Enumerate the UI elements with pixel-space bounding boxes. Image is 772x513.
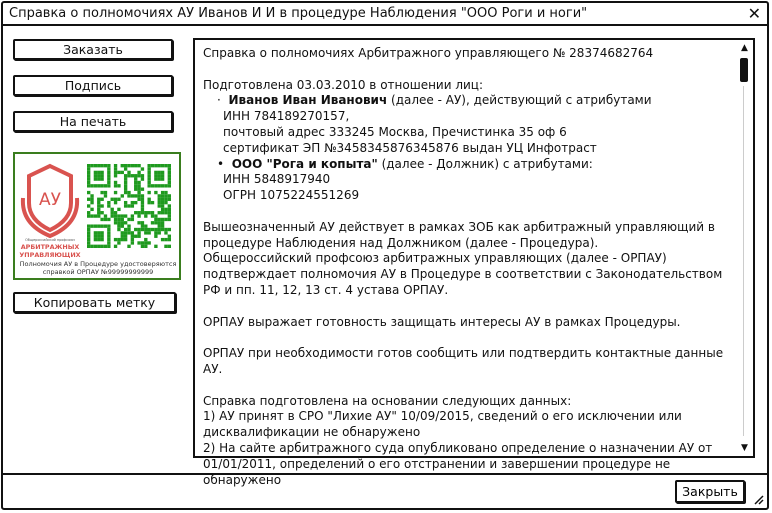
footer-bar <box>3 473 767 510</box>
basis-item-2: 2) На сайте арбитражного суда опубликовано определение о назначении АУ от 01/01/2011, определений о его отстранении и завершении процедуре не обнаружено <box>203 440 713 487</box>
paragraph-confirmation: Общероссийский профсоюз арбитражных управляющих (далее - ОРПАУ) подтверждает полномочия АУ в Процедуре в соответствии с Законодательством РФ и пп. 11, 12, 13 ст. 4 устава ОРПАУ. <box>203 251 723 297</box>
stamp-caption: Полномочия АУ в Процедуре удостоверяются справкой ОРПАУ №99999999999 <box>19 260 177 276</box>
copy-mark-button-label: Копировать метку <box>33 295 156 310</box>
resize-grip-icon[interactable] <box>752 493 764 505</box>
scroll-down-icon[interactable]: ▼ <box>741 443 748 453</box>
prepared-line: Подготовлена 03.03.2010 в отношении лиц: <box>203 77 484 92</box>
paragraph-basis: Справка подготовлена на основании следующих данных: <box>203 393 572 408</box>
paragraph-contacts: ОРПАУ при необходимости готов сообщить или подтвердить контактные данные АУ. <box>203 346 724 376</box>
debtor-bullet: • ООО "Рога и копыта" (далее - Должник) с атрибутами: <box>217 156 593 171</box>
close-button[interactable] <box>675 480 745 503</box>
print-button-label: На печать <box>59 114 127 129</box>
logo-line1: АРБИТРАЖНЫХ <box>20 243 80 251</box>
au-inn: ИНН 784189270157, <box>223 109 350 124</box>
sign-button[interactable] <box>13 75 173 96</box>
close-button-label: Закрыть <box>682 484 738 499</box>
print-button[interactable] <box>13 111 173 132</box>
debtor-name: ООО "Рога и копыта" <box>231 156 378 171</box>
vertical-scrollbar[interactable] <box>738 42 751 454</box>
document-text-area[interactable] <box>193 38 755 487</box>
document-heading: Справка о полномочиях Арбитражного управляющего № 28374682764 <box>203 46 654 60</box>
close-icon[interactable]: ✕ <box>747 4 761 23</box>
au-name: Иванов Иван Иванович <box>228 93 388 108</box>
authority-stamp <box>13 152 181 280</box>
debtor-ogrn: ОГРН 1075224551269 <box>223 188 360 203</box>
orpau-logo <box>19 158 81 258</box>
au-bullet: · Иванов Иван Иванович (далее - АУ), действующий с атрибутами <box>217 93 652 108</box>
order-button[interactable] <box>13 39 173 60</box>
scroll-thumb[interactable] <box>740 58 748 82</box>
scroll-up-icon[interactable]: ▲ <box>741 43 748 53</box>
basis-item-1: 1) АУ принят в СРО "Лихие АУ" 10/09/2015, сведений о его исключении или дисквалификации не обнаружено <box>203 409 682 440</box>
scroll-track[interactable] <box>743 86 744 436</box>
debtor-suffix: (далее - Должник) с атрибутами: <box>377 156 593 171</box>
au-suffix: (далее - АУ), действующий с атрибутами <box>387 93 652 108</box>
title-bar <box>3 3 767 26</box>
window-title: Справка о полномочиях АУ Иванов И И в процедуре Наблюдения "ООО Роги и ноги" <box>9 6 588 21</box>
logo-line2: УПРАВЛЯЮЩИХ <box>19 251 81 259</box>
au-cert: сертификат ЭП №3458345876345876 выдан УЦ Инфотраст <box>223 140 597 155</box>
paragraph-protection: ОРПАУ выражает готовность защищать интересы АУ в рамках Процедуры. <box>203 314 681 329</box>
order-button-label: Заказать <box>63 42 123 57</box>
paragraph-procedure: Вышеозначенный АУ действует в рамках ЗОБ как арбитражный управляющий в процедуре Наблюдения над Должником (далее - Процедура). <box>203 219 715 250</box>
logo-top-text: Общероссийский профсоюз <box>25 238 75 242</box>
au-address: почтовый адрес 333245 Москва, Пречистинка 35 оф 6 <box>223 124 567 139</box>
logo-letters: АУ <box>39 190 61 210</box>
qr-code <box>87 164 171 248</box>
document-body <box>203 46 731 488</box>
debtor-inn: ИНН 5848917940 <box>223 172 331 187</box>
copy-mark-button[interactable] <box>13 292 176 313</box>
sign-button-label: Подпись <box>64 78 122 93</box>
dialog-window <box>1 1 769 510</box>
